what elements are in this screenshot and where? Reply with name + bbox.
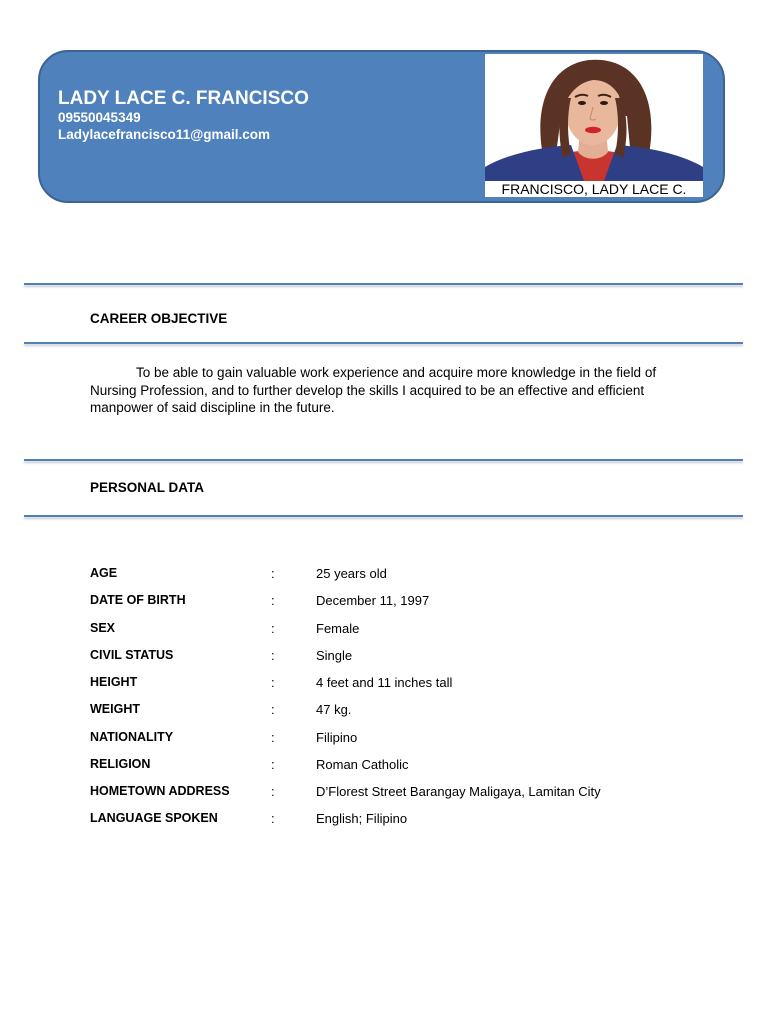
section-rule bbox=[24, 342, 743, 344]
row-civil-status bbox=[90, 642, 710, 669]
row-value: 47 kg. bbox=[316, 702, 352, 718]
row-value: December 11, 1997 bbox=[316, 593, 430, 609]
row-value: Filipino bbox=[316, 729, 358, 745]
row-nationality bbox=[90, 724, 710, 751]
row-separator: : bbox=[271, 675, 275, 690]
profile-photo bbox=[485, 54, 703, 197]
row-sex bbox=[90, 615, 710, 642]
row-separator: : bbox=[271, 729, 275, 745]
row-label: LANGUAGE SPOKEN bbox=[90, 811, 218, 826]
objective-paragraph bbox=[90, 364, 710, 417]
row-religion bbox=[90, 751, 710, 778]
row-label: WEIGHT bbox=[90, 702, 140, 717]
row-separator: : bbox=[271, 647, 275, 663]
row-value: English; Filipino bbox=[316, 811, 408, 827]
row-label: RELIGION bbox=[90, 756, 151, 771]
row-language-spoken bbox=[90, 805, 710, 832]
row-value: D’Florest Street Barangay Maligaya, Lamitan City bbox=[316, 784, 601, 799]
row-date-of-birth bbox=[90, 587, 710, 614]
row-label: AGE bbox=[90, 566, 118, 580]
row-separator: : bbox=[271, 566, 275, 581]
personal-data-table bbox=[90, 560, 710, 833]
row-value: Female bbox=[316, 620, 360, 636]
section-rule bbox=[24, 515, 743, 517]
row-separator: : bbox=[271, 620, 275, 636]
row-label: HEIGHT bbox=[90, 675, 138, 689]
objective-line: manpower of said discipline in the future. bbox=[90, 400, 335, 415]
row-separator: : bbox=[271, 702, 275, 718]
portrait-image bbox=[485, 54, 703, 181]
row-label: CIVIL STATUS bbox=[90, 647, 174, 662]
row-value: Roman Catholic bbox=[316, 756, 409, 772]
section-rule bbox=[24, 459, 743, 461]
objective-line: To be able to gain valuable work experience and acquire more knowledge in the field of bbox=[136, 365, 657, 380]
objective-line: Nursing Profession, and to further develop the skills I acquired to be an effective and efficient bbox=[90, 382, 645, 398]
row-weight bbox=[90, 696, 710, 723]
email-address: Ladylacefrancisco11@gmail.com bbox=[58, 127, 271, 142]
row-age bbox=[90, 560, 710, 587]
row-separator: : bbox=[271, 784, 275, 799]
row-label: NATIONALITY bbox=[90, 729, 174, 744]
row-label: SEX bbox=[90, 620, 116, 635]
row-height bbox=[90, 669, 710, 696]
row-value: 4 feet and 11 inches tall bbox=[316, 675, 453, 690]
row-separator: : bbox=[271, 811, 275, 827]
row-separator: : bbox=[271, 593, 275, 609]
row-separator: : bbox=[271, 756, 275, 772]
row-value: Single bbox=[316, 647, 353, 663]
row-hometown-address bbox=[90, 778, 710, 805]
phone-number: 09550045349 bbox=[58, 110, 141, 125]
photo-caption: FRANCISCO, LADY LACE C. bbox=[501, 181, 687, 197]
row-label: HOMETOWN ADDRESS bbox=[90, 784, 230, 798]
applicant-name: LADY LACE C. FRANCISCO bbox=[58, 88, 309, 109]
section-rule bbox=[24, 283, 743, 285]
row-label: DATE OF BIRTH bbox=[90, 593, 186, 608]
row-value: 25 years old bbox=[316, 566, 387, 581]
lips bbox=[585, 127, 601, 133]
personal-data-heading: PERSONAL DATA bbox=[90, 480, 205, 495]
career-objective-heading: CAREER OBJECTIVE bbox=[90, 311, 228, 326]
